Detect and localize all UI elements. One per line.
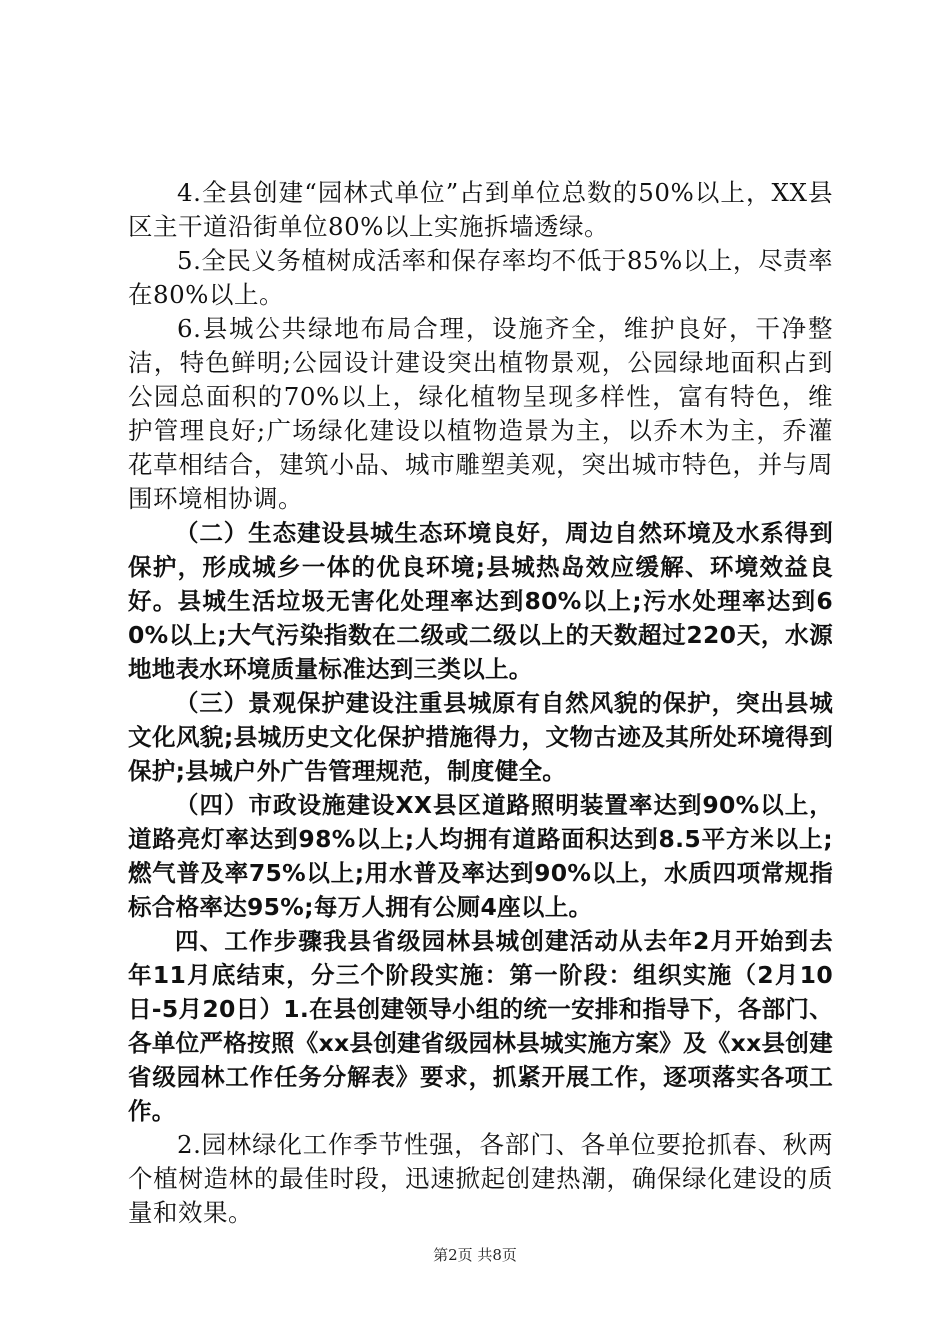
paragraph-item-4: 4.全县创建“园林式单位”占到单位总数的50%以上，XX县区主干道沿街单位80%以上实施拆墙透绿。 <box>128 178 833 241</box>
paragraph-step-2: 2.园林绿化工作季节性强，各部门、各单位要抢抓春、秋两个植树造林的最佳时段，迅速掀起创建热潮，确保绿化建设的质量和效果。 <box>128 1130 833 1227</box>
document-body <box>128 176 833 1230</box>
page-footer: 第2页 共8页 <box>433 1246 517 1264</box>
paragraph-work-steps: 四、工作步骤我县省级园林县城创建活动从去年2月开始到去年11月底结束，分三个阶段实施：第一阶段：组织实施（2月10日-5月20日）1.在县创建领导小组的统一安排和指导下，各部门、各单位严格按照《xx县创建省级园林县城实施方案》及《xx县创建省级园林工作任务分解表》要求，抓紧开展工作，逐项落实各项工作。 <box>128 927 833 1125</box>
paragraph-section-ecology: （二）生态建设县城生态环境良好，周边自然环境及水系得到保护，形成城乡一体的优良环境;县城热岛效应缓解、环境效益良好。县城生活垃圾无害化处理率达到80%以上;污水处理率达到60%以上;大气污染指数在二级或二级以上的天数超过220天，水源地地表水环境质量标准达到三类以上。 <box>128 519 833 683</box>
paragraph-section-landscape: （三）景观保护建设注重县城原有自然风貌的保护，突出县城文化风貌;县城历史文化保护措施得力，文物古迹及其所处环境得到保护;县城户外广告管理规范，制度健全。 <box>128 689 833 785</box>
paragraph-section-municipal: （四）市政设施建设XX县区道路照明装置率达到90%以上，道路亮灯率达到98%以上;人均拥有道路面积达到8.5平方米以上;燃气普及率75%以上;用水普及率达到90%以上，水质四项常规指标合格率达95%;每万人拥有公厕4座以上。 <box>128 791 833 921</box>
paragraph-item-5: 5.全民义务植树成活率和保存率均不低于85%以上，尽责率在80%以上。 <box>128 246 833 309</box>
paragraph-item-6: 6.县城公共绿地布局合理，设施齐全，维护良好，干净整洁，特色鲜明;公园设计建设突出植物景观，公园绿地面积占到公园总面积的70%以上，绿化植物呈现多样性，富有特色，维护管理良好;广场绿化建设以植物造景为主，以乔木为主，乔灌花草相结合，建筑小品、城市雕塑美观，突出城市特色，并与周围环境相协调。 <box>128 314 833 513</box>
